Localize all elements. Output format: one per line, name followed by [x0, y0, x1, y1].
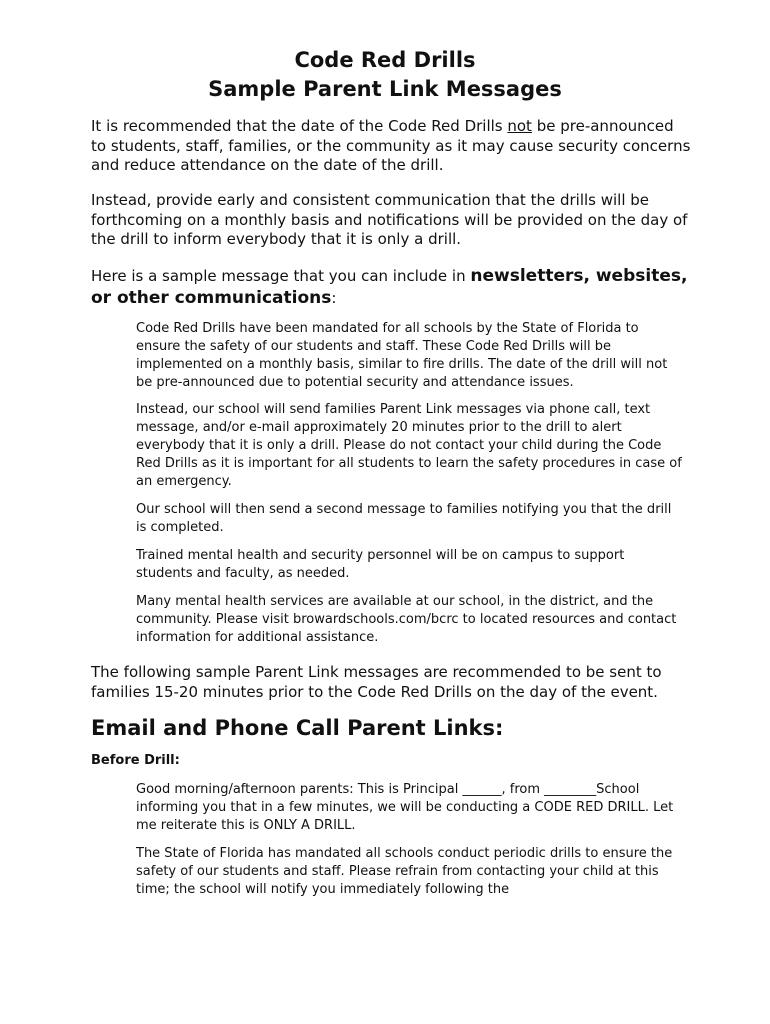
- intro-p3-text-before: Here is a sample message that you can include in: [91, 267, 471, 285]
- section-heading: Email and Phone Call Parent Links:: [91, 716, 504, 740]
- sample-message-paragraph: Instead, our school will send families Parent Link messages via phone call, text message, and/or e-mail approximately 20 minutes prior to the drill to alert everybody that it is only a drill. Please do not contact your child during the Code Red Drills as it is important for all students to learn the safety procedures in case of an emergency.: [136, 402, 682, 489]
- sample-message-paragraph: Many mental health services are available at our school, in the district, and the community. Please visit browardschools.com/bcrc to located resources and contact information for additional assistance.: [136, 594, 677, 645]
- intro-paragraph-1: [91, 117, 691, 176]
- following-paragraph: The following sample Parent Link messages are recommended to be sent to families 15-20 minutes prior to the Code Red Drills on the day of the event.: [91, 663, 662, 701]
- intro-p3-bold-text: newsletters, websites, or other communications: [91, 266, 688, 308]
- sample-message-paragraph: Code Red Drills have been mandated for all schools by the State of Florida to ensure the safety of our students and staff. These Code Red Drills will be implemented on a monthly basis, similar to fire drills. The date of the drill will not be pre-announced due to potential security and attendance issues.: [136, 321, 668, 390]
- intro-paragraph-2: Instead, provide early and consistent communication that the drills will be forthcoming on a monthly basis and notifications will be provided on the day of the drill to inform everybody that it is only a drill.: [91, 191, 688, 248]
- sample-message-paragraph: Trained mental health and security personnel will be on campus to support students and faculty, as needed.: [136, 548, 625, 581]
- before-drill-paragraph: The State of Florida has mandated all schools conduct periodic drills to ensure the safety of our students and staff. Please refrain from contacting your child at this time; the school will notify you immediately following the: [136, 846, 673, 897]
- page-subtitle: Sample Parent Link Messages: [208, 77, 562, 101]
- intro-paragraph-3: [91, 265, 691, 309]
- intro-p1-text-after: be pre-announced to students, staff, families, or the community as it may cause security concerns and reduce attendance on the date of the drill.: [91, 117, 691, 174]
- page-title: Code Red Drills: [294, 48, 476, 72]
- intro-p1-underlined-not: not: [507, 117, 532, 135]
- intro-p3-colon: :: [331, 289, 337, 307]
- before-drill-subheading: Before Drill:: [91, 753, 180, 768]
- sample-message-paragraph: Our school will then send a second message to families notifying you that the drill is completed.: [136, 502, 672, 535]
- intro-p1-text-before: It is recommended that the date of the Code Red Drills: [91, 117, 508, 135]
- before-drill-paragraph: Good morning/afternoon parents: This is Principal ______, from ________School informing you that in a few minutes, we will be conducting a CODE RED DRILL. Let me reiterate this is ONLY A DRILL.: [136, 782, 674, 833]
- title-block: [0, 46, 770, 104]
